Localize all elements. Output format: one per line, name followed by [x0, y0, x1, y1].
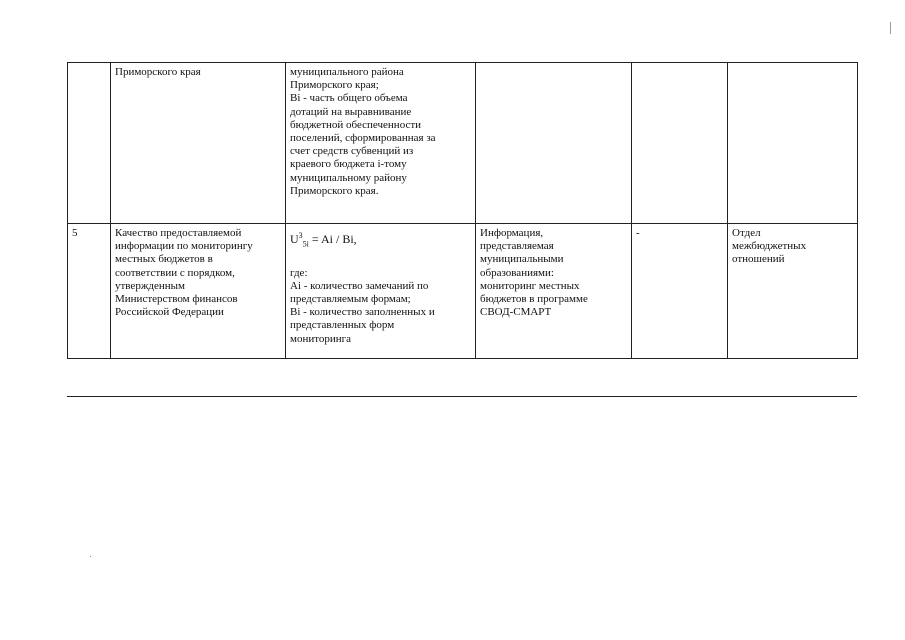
cell-line: Приморского края. [290, 184, 379, 197]
cell-formula-description [286, 224, 476, 359]
cell-number [68, 224, 111, 359]
cell-value [632, 224, 728, 359]
cell-line: поселений, сформированная за [290, 132, 436, 145]
cell-line: муниципальными [480, 253, 564, 266]
cell-line: бюджетной обеспеченности [290, 118, 422, 131]
bottom-rule [67, 396, 857, 397]
indicators-table [67, 62, 858, 359]
cell-line: бюджетов в программе [480, 293, 588, 306]
cell-line: межбюджетных [732, 240, 807, 253]
cell-line: Качество предоставляемой [115, 227, 242, 239]
formula-subscript: 5i [302, 239, 309, 249]
cell-line: муниципальному району [290, 171, 407, 184]
cell-line: образованиями: [480, 266, 554, 279]
table-row [68, 224, 858, 359]
cell-data-source [476, 63, 632, 224]
formula [290, 229, 471, 251]
cell-line: Российской Федерации [115, 306, 224, 319]
table-row [68, 63, 858, 224]
cell-line: отношений [732, 253, 785, 266]
cell-line: мониторинга [290, 332, 352, 345]
cell-line: Министерством финансов [115, 293, 238, 306]
cell-line: местных бюджетов в [115, 253, 213, 266]
row-number: 5 [72, 227, 78, 239]
cell-line: Отдел [732, 227, 761, 239]
cell-line: Информация, [480, 227, 544, 239]
cell-line: мониторинг местных [480, 279, 580, 292]
cell-line: утвержденным [115, 279, 186, 292]
margin-mark [890, 22, 891, 34]
cell-line: Bi - часть общего объема [290, 92, 408, 105]
cell-responsible [728, 63, 858, 224]
scan-dot [90, 556, 91, 557]
cell-line: информации по мониторингу [115, 240, 253, 253]
cell-line: соответствии с порядком, [115, 266, 235, 279]
cell-line: Bi - количество заполненных и [290, 306, 435, 319]
cell-indicator-name [111, 224, 286, 359]
value-text: - [636, 227, 640, 239]
formula-base: U [290, 232, 299, 246]
cell-line: Приморского края [115, 66, 201, 78]
cell-line: краевого бюджета i-тому [290, 158, 407, 171]
cell-line: СВОД-СМАРТ [480, 306, 552, 319]
cell-line: Ai - количество замечаний по [290, 279, 429, 292]
cell-line: счет средств субвенций из [290, 145, 414, 158]
cell-responsible [728, 224, 858, 359]
cell-formula-description [286, 63, 476, 224]
cell-line: представляемым формам; [290, 293, 411, 305]
cell-line: дотаций на выравнивание [290, 105, 412, 118]
cell-line: представляемая [480, 240, 554, 253]
cell-indicator-name [111, 63, 286, 224]
cell-data-source [476, 224, 632, 359]
cell-line: где: [290, 266, 308, 279]
cell-number [68, 63, 111, 224]
cell-value [632, 63, 728, 224]
formula-rhs: = Ai / Bi, [308, 232, 357, 246]
cell-line: муниципального района [290, 66, 404, 78]
cell-line: Приморского края; [290, 79, 379, 92]
formula-superscript: 3 [298, 231, 303, 240]
cell-line: представленных форм [290, 319, 395, 332]
